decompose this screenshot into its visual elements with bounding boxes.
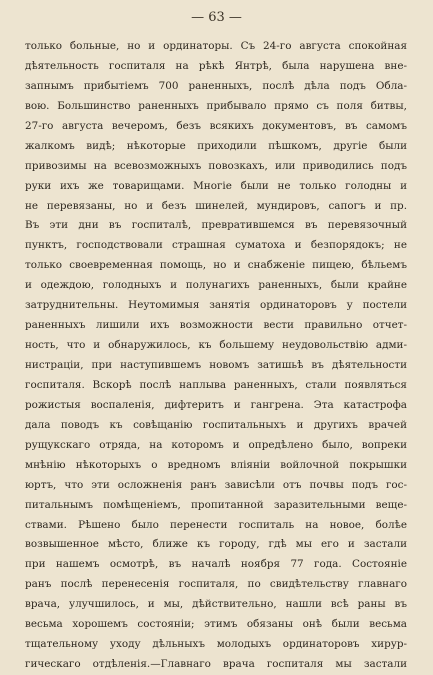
text-line: Въ эти дни въ госпиталѣ, превратившемся въ перевязочный [25,219,407,232]
text-line: 27-го августа вечеромъ, безъ всякихъ документовъ, въ самомъ [25,119,407,132]
text-line: не перевязаны, но и безъ шинелей, мундировъ, сапогъ и пр. [25,199,407,212]
text-line: дала поводъ къ совѣщанію госпитальныхъ и другихъ врачей [25,418,407,431]
text-line: юртъ, что эти осложненія ранъ зависѣли отъ почвы подъ гос- [25,478,407,491]
text-line: рожистыя воспаленія, дифтеритъ и гангрена. Эта катастрофа [25,398,407,411]
text-line: привозимы на всевозможныхъ повозкахъ, или приводились подъ [25,159,407,172]
text-line: раненныхъ лишили ихъ возможности вести правильно отчет- [25,319,407,332]
text-line: мнѣнію нѣкоторыхъ о вредномъ вліяніи войлочной покрышки [25,458,407,471]
text-line: жалкомъ видѣ; нѣкоторые приходили пѣшкомъ, другіе были [25,139,407,152]
text-line: только своевременная помощь, но и снабженіе пищею, бѣльемъ [25,259,407,272]
text-line: весьма хорошемъ состояніи; этимъ обязаны онѣ были весьма [25,618,407,631]
text-line: вою. Большинство раненныхъ прибывало прямо съ поля битвы, [25,99,407,112]
text-line: только больные, но и ординаторы. Съ 24-го августа спокойная [25,40,407,52]
body-text [25,37,407,675]
text-line: и одеждою, голодныхъ и полунагихъ раненныхъ, были крайне [25,279,407,292]
text-line: нистраціи, при наступившемъ новомъ затишьѣ въ дѣятельности [25,359,407,371]
text-line: возвышенное мѣсто, ближе къ городу, гдѣ мы его и застали [25,538,407,551]
text-line: ность, что и обнаружилось, къ большему неудовольствію адми- [25,339,407,352]
text-line: затруднительны. Неутомимыя занятія ординаторовъ у постели [25,299,407,312]
text-line: тщательному уходу дѣльныхъ молодыхъ ординаторовъ хирур- [25,638,407,651]
text-line: рущукскаго отряда, на которомъ и опредѣлено было, вопреки [25,438,407,451]
text-line: гическаго отдѣленія.—Главнаго врача госпиталя мы застали [25,658,407,671]
page-number-header: — 63 — [191,10,242,25]
text-line: руки ихъ же товарищами. Многіе были не только голодны и [25,179,407,192]
text-line: врача, улучшилось, и мы, дѣйствительно, нашли всѣ раны въ [25,598,407,611]
text-line: питальнымъ помѣщеніемъ, пропитанной заразительными веще- [25,498,407,511]
text-line: пунктъ, господствовали страшная суматоха и безпорядокъ; не [25,239,407,252]
text-line: госпиталя. Вскорѣ послѣ наплыва раненныхъ, стали появляться [25,378,407,391]
text-line: при нашемъ осмотрѣ, въ началѣ ноября 77 года. Состояніе [25,558,407,571]
text-line: ранъ послѣ перенесенія госпиталя, по свидѣтельству главнаго [25,578,407,591]
text-line: запнымъ прибытіемъ 700 раненныхъ, послѣ дѣла подъ Обла- [25,79,407,92]
text-line: ствами. Рѣшено было перенести госпиталь на новое, болѣе [25,518,407,531]
text-line: дѣятельность госпиталя на рѣкѣ Янтрѣ, была нарушена вне- [25,59,407,72]
